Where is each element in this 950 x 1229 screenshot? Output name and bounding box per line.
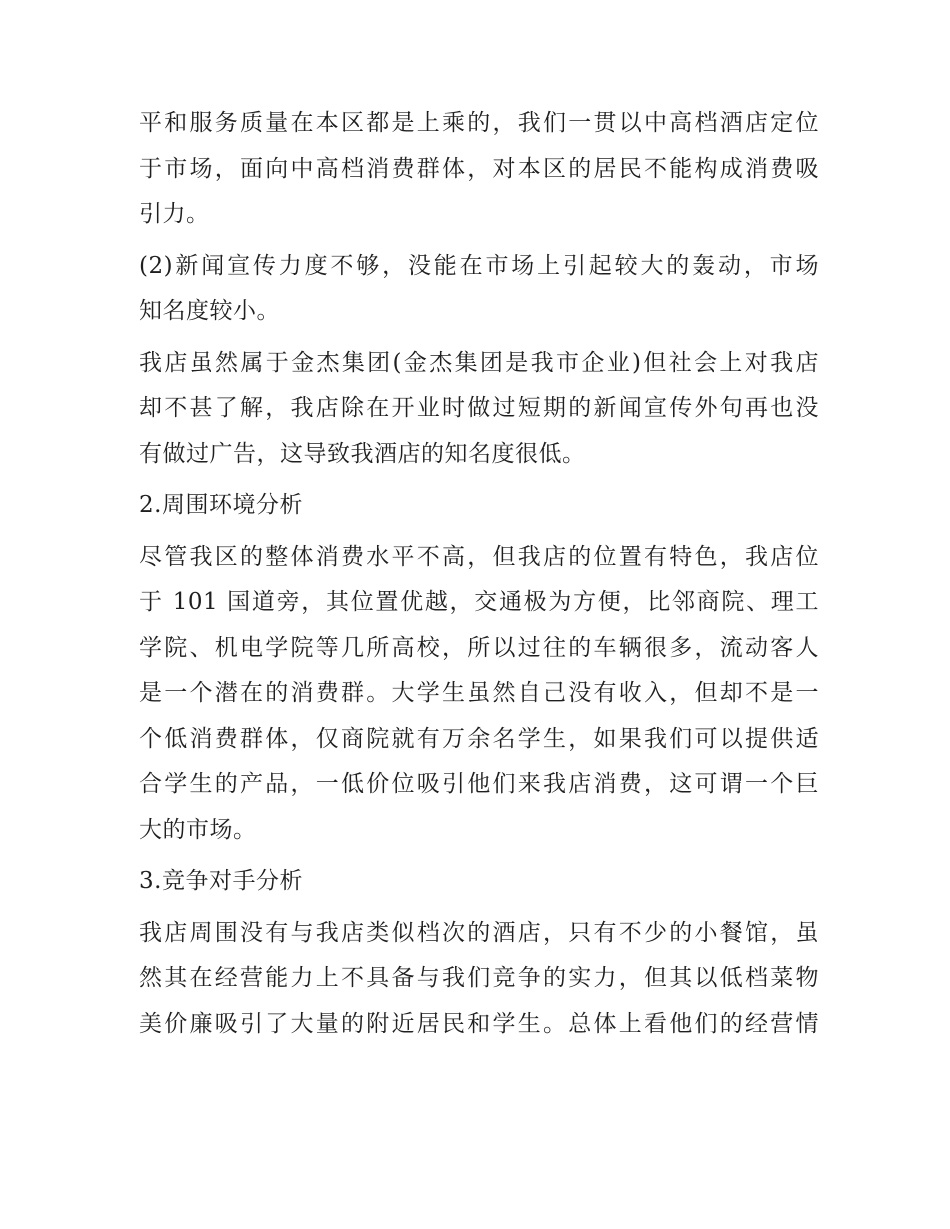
text-line: 合学生的产品，一低价位吸引他们来我店消费，这可谓一个巨 xyxy=(139,771,819,797)
text-line: 引力。 xyxy=(139,201,210,227)
text-line: 我店虽然属于金杰集团(金杰集团是我市企业)但社会上对我店 xyxy=(139,349,819,376)
paragraph-environment-analysis xyxy=(139,535,819,854)
text-line: 3.竞争对手分析 xyxy=(139,868,303,894)
text-line: 学院、机电学院等几所高校，所以过往的车辆很多，流动客人 xyxy=(139,634,819,661)
text-line: 知名度较小。 xyxy=(139,298,280,324)
text-line: 平和服务质量在本区都是上乘的，我们一贯以中高档酒店定位 xyxy=(139,110,819,136)
text-line: 却不甚了解，我店除在开业时做过短期的新闻宣传外句再也没 xyxy=(139,395,819,421)
text-line: 然其在经营能力上不具备与我们竞争的实力，但其以低档菜物 xyxy=(139,965,819,991)
text-line: 尽管我区的整体消费水平不高，但我店的位置有特色，我店位 xyxy=(139,543,819,570)
document-page xyxy=(139,101,819,1053)
text-line: 是一个潜在的消费群。大学生虽然自己没有收入，但却不是一 xyxy=(139,680,819,706)
text-line: (2)新闻宣传力度不够，没能在市场上引起较大的轰动，市场 xyxy=(139,252,819,279)
section-heading-competitors xyxy=(139,859,819,905)
text-line: 我店周围没有与我店类似档次的酒店，只有不少的小餐馆，虽 xyxy=(139,919,819,946)
paragraph-competitor-analysis xyxy=(139,911,819,1048)
text-line: 美价廉吸引了大量的附近居民和学生。总体上看他们的经营情 xyxy=(139,1010,819,1037)
section-heading-environment xyxy=(139,483,819,529)
text-line: 于 101 国道旁，其位置优越，交通极为方便，比邻商院、理工 xyxy=(139,589,819,615)
text-line: 2.周围环境分析 xyxy=(139,492,303,518)
paragraph-group-awareness xyxy=(139,341,819,478)
paragraph-service-quality xyxy=(139,101,819,238)
text-line: 个低消费群体，仅商院就有万余名学生，如果我们可以提供适 xyxy=(139,725,819,752)
text-line: 大的市场。 xyxy=(139,816,257,843)
text-line: 于市场，面向中高档消费群体，对本区的居民不能构成消费吸 xyxy=(139,155,819,182)
paragraph-publicity-point xyxy=(139,244,819,335)
text-line: 有做过广告，这导致我酒店的知名度很低。 xyxy=(139,440,586,467)
